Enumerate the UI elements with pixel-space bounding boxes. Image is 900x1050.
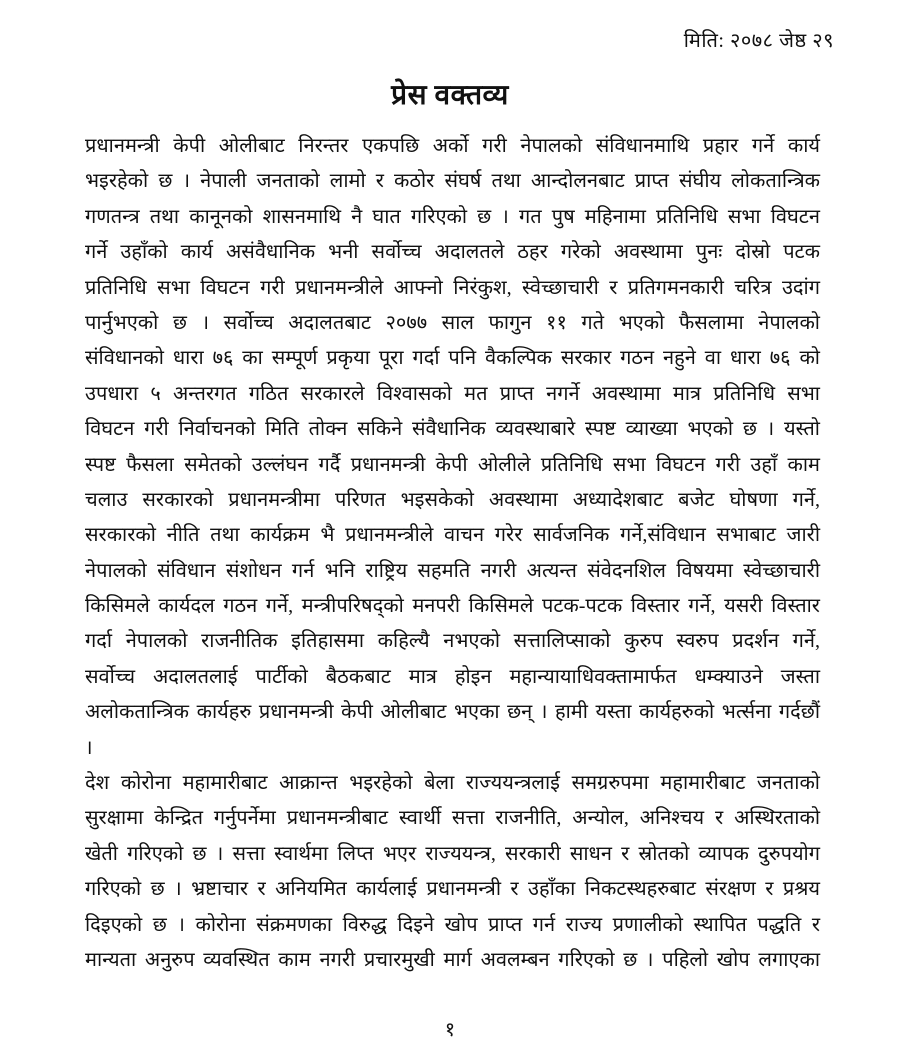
- text-line: दिइएको छ । कोरोना संक्रमणका विरुद्ध दिइने खोप प्राप्त गर्न राज्य प्रणालीको स्थापित पद्धति र: [85, 913, 820, 936]
- text-line: सुरक्षामा केन्द्रित गर्नुपर्नेमा प्रधानमन्त्रीबाट स्वार्थी सत्ता राजनीति, अन्योल, अनिश्चय र अस्थिरताको: [85, 807, 820, 830]
- text-line: खेती गरिएको छ । सत्ता स्वार्थमा लिप्त भएर राज्ययन्त्र, सरकारी साधन र स्रोतको व्यापक दुरुपयोग: [85, 842, 820, 865]
- text-line: गणतन्त्र तथा कानूनको शासनमाथि नै घात गरिएको छ । गत पुष महिनामा प्रतिनिधि सभा विघटन: [85, 205, 820, 228]
- text-line: संविधानको धारा ७६ का सम्पूर्ण प्रकृया पूरा गर्दा पनि वैकल्पिक सरकार गठन नहुने वा धारा ७६ को: [85, 347, 820, 370]
- page-number: १: [444, 1019, 456, 1041]
- paragraph: [85, 766, 820, 978]
- text-line: ।: [85, 736, 93, 759]
- document-title: प्रेस वक्तव्य: [391, 80, 509, 111]
- text-line: स्पष्ट फैसला समेतको उल्लंघन गर्दै प्रधानमन्त्री केपी ओलीले प्रतिनिधि सभा विघटन गरी उहाँ काम: [85, 453, 820, 476]
- document-body: [85, 129, 820, 978]
- text-line: अलोकतान्त्रिक कार्यहरु प्रधानमन्त्री केपी ओलीबाट भएका छन् । हामी यस्ता कार्यहरुको भर्त्सना गर्दछौं: [85, 701, 820, 724]
- text-line: भइरहेको छ । नेपाली जनताको लामो र कठोर संघर्ष तथा आन्दोलनबाट प्राप्त संघीय लोकतान्त्रिक: [85, 170, 820, 193]
- text-line: प्रतिनिधि सभा विघटन गरी प्रधानमन्त्रीले आफ्नो निरंकुश, स्वेच्छाचारी र प्रतिगमनकारी चरित्र उदांग: [85, 276, 820, 299]
- text-line: उपधारा ५ अन्तरगत गठित सरकारले विश्वासको मत प्राप्त नगर्ने अवस्थामा मात्र प्रतिनिधि सभा: [85, 382, 820, 405]
- text-line: गर्दा नेपालको राजनीतिक इतिहासमा कहिल्यै नभएको सत्तालिप्साको कुरुप स्वरुप प्रदर्शन गर्ने,: [85, 630, 820, 653]
- text-line: सर्वोच्च अदालतलाई पार्टीको बैठकबाट मात्र होइन महान्यायाधिवक्तामार्फत धम्क्याउने जस्ता: [85, 665, 820, 688]
- document-page: [0, 26, 900, 1050]
- text-line: पार्नुभएको छ । सर्वोच्च अदालतबाट २०७७ साल फागुन ११ गते भएको फैसलामा नेपालको: [85, 311, 820, 334]
- text-line: देश कोरोना महामारीबाट आक्रान्त भइरहेको बेला राज्ययन्त्रलाई समग्ररुपमा महामारीबाट जनताको: [85, 772, 820, 795]
- text-line: सरकारको नीति तथा कार्यक्रम भै प्रधानमन्त्रीले वाचन गरेर सार्वजनिक गर्ने,संविधान सभाबाट जारी: [85, 524, 820, 547]
- text-line: गर्ने उहाँको कार्य असंवैधानिक भनी सर्वोच्च अदालतले ठहर गरेको अवस्थामा पुनः दोस्रो पटक: [85, 241, 820, 264]
- text-line: नेपालको संविधान संशोधन गर्न भनि राष्ट्रिय सहमति नगरी अत्यन्त संवेदनशिल विषयमा स्वेच्छाचारी: [85, 559, 820, 582]
- text-line: गरिएको छ । भ्रष्टाचार र अनियमित कार्यलाई प्रधानमन्त्री र उहाँका निकटस्थहरुबाट संरक्षण र प्रश्रय: [85, 878, 820, 901]
- paragraph: [85, 129, 820, 766]
- text-line: मान्यता अनुरुप व्यवस्थित काम नगरी प्रचारमुखी मार्ग अवलम्बन गरिएको छ । पहिलो खोप लगाएका: [85, 948, 820, 971]
- text-line: प्रधानमन्त्री केपी ओलीबाट निरन्तर एकपछि अर्को गरी नेपालको संविधानमाथि प्रहार गर्ने कार्य: [85, 135, 820, 157]
- text-line: विघटन गरी निर्वाचनको मिति तोक्न सकिने संवैधानिक व्यवस्थाबारे स्पष्ट व्याख्या भएको छ । यस्तो: [85, 418, 820, 441]
- document-date: मिति: २०७८ जेष्ठ २९: [683, 30, 834, 52]
- text-line: चलाउ सरकारको प्रधानमन्त्रीमा परिणत भइसकेको अवस्थामा अध्यादेशबाट बजेट घोषणा गर्ने,: [85, 488, 820, 511]
- text-line: किसिमले कार्यदल गठन गर्ने, मन्त्रीपरिषद्को मनपरी किसिमले पटक-पटक विस्तार गर्ने, यसरी विस्तार: [85, 595, 820, 618]
